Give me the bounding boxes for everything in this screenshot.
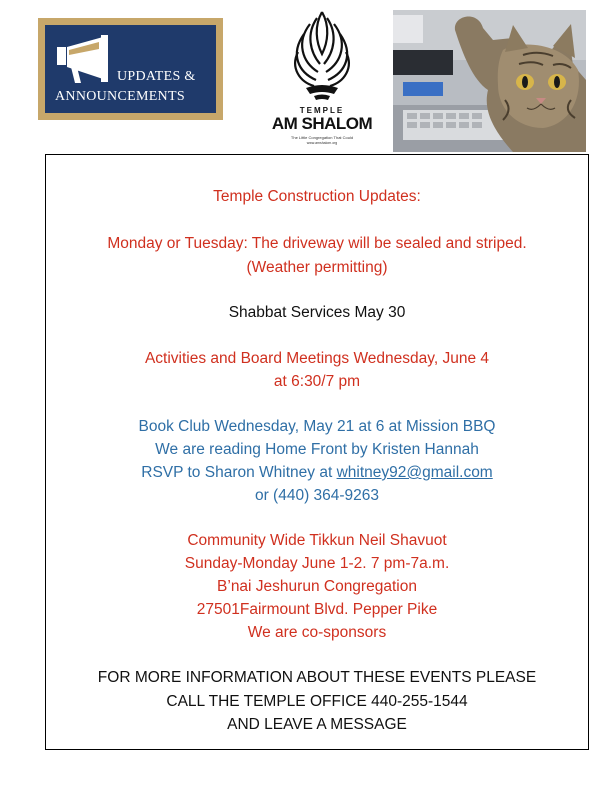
book-club-reading-text: We are reading Home Front by Kristen Hannah xyxy=(155,441,479,458)
banner-panel xyxy=(45,25,216,113)
book-club-phone: or (440) 364-9263 xyxy=(254,487,380,504)
tikkun-title: Community Wide Tikkun Neil Shavuot xyxy=(187,532,447,549)
tikkun-address-text: 27501Fairmount Blvd. Pepper Pike xyxy=(196,601,438,618)
book-club-rsvp xyxy=(46,464,588,482)
banner-title-line2: ANNOUNCEMENTS xyxy=(55,89,185,104)
temple-logo xyxy=(262,8,382,148)
info-line-1: FOR MORE INFORMATION ABOUT THESE EVENTS PLEASE xyxy=(97,669,537,686)
info-line-3: AND LEAVE A MESSAGE xyxy=(227,716,407,733)
tikkun-date-text: Sunday-Monday June 1-2. 7 pm-7a.m. xyxy=(184,555,450,572)
shabbat-services-text: Shabbat Services May 30 xyxy=(228,304,406,321)
flame-icon xyxy=(284,8,360,108)
cat-photo xyxy=(393,10,586,152)
logo-name-text: AM SHALOM xyxy=(271,114,373,133)
construction-weather-note: (Weather permitting) xyxy=(246,259,388,276)
construction-heading: Temple Construction Updates: xyxy=(213,188,421,205)
activities-text: Activities and Board Meetings Wednesday, June 4 xyxy=(144,350,490,367)
construction-driveway-text: Monday or Tuesday: The driveway will be sealed and striped. xyxy=(107,235,527,252)
megaphone-icon xyxy=(55,35,125,85)
tikkun-venue-text: B’nai Jeshurun Congregation xyxy=(217,578,417,595)
book-club-text: Book Club Wednesday, May 21 at 6 at Mission BBQ xyxy=(138,418,496,435)
banner-title-line1: UPDATES & xyxy=(117,69,196,84)
logo-temple-text: TEMPLE xyxy=(299,106,345,115)
rsvp-label: RSVP to Sharon Whitney at xyxy=(141,464,337,481)
logo-tagline: The Little Congregation That Could xyxy=(290,135,354,140)
rsvp-email-link[interactable]: whitney92@gmail.com xyxy=(336,464,493,481)
tikkun-cosponsor-text: We are co-sponsors xyxy=(247,624,387,641)
updates-banner xyxy=(38,18,223,120)
activities-time-text: at 6:30/7 pm xyxy=(273,373,361,390)
logo-website: www.amshalom.org xyxy=(306,141,338,145)
info-line-2: CALL THE TEMPLE OFFICE 440-255-1544 xyxy=(166,693,468,710)
cat-photo-art xyxy=(393,10,586,152)
announcement-box xyxy=(45,154,589,750)
